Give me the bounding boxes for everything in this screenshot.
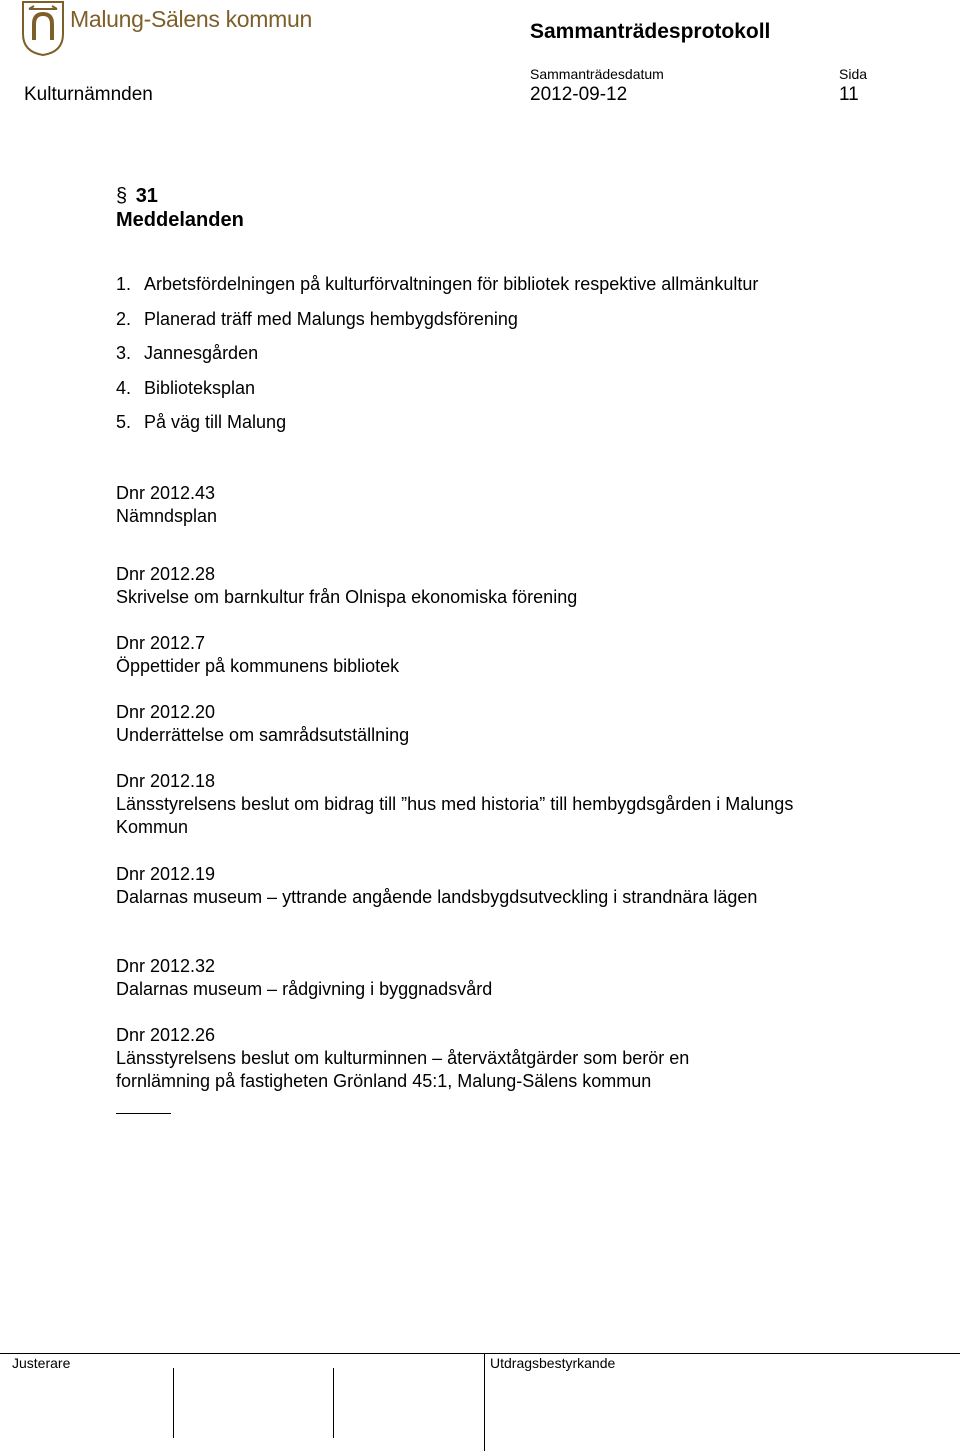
section-symbol: § bbox=[116, 185, 128, 207]
dnr-subject: Länsstyrelsens beslut om bidrag till ”hus med historia” till hembygdsgården i Malungs Kommun bbox=[116, 794, 794, 837]
dnr-subject: Öppettider på kommunens bibliotek bbox=[116, 656, 400, 676]
list-item: 5. På väg till Malung bbox=[116, 412, 287, 432]
logo-text: Malung-Sälens kommun bbox=[70, 6, 313, 32]
dnr-number: Dnr 2012.20 bbox=[116, 702, 216, 722]
page-label: Sida bbox=[839, 66, 868, 82]
board-name: Kulturnämnden bbox=[24, 84, 153, 105]
dnr-entry bbox=[116, 701, 816, 747]
section-heading bbox=[116, 184, 244, 232]
dnr-entry bbox=[116, 482, 816, 528]
dnr-entry bbox=[116, 1024, 776, 1093]
list-item: 3. Jannesgården bbox=[116, 343, 259, 363]
list-item: 4. Biblioteksplan bbox=[116, 377, 256, 398]
municipality-logo bbox=[20, 0, 320, 58]
dnr-entry bbox=[116, 770, 816, 839]
signature-divider bbox=[333, 1368, 334, 1438]
dnr-subject: Dalarnas museum – rådgivning i byggnadsvård bbox=[116, 979, 493, 999]
section-number: 31 bbox=[135, 185, 158, 207]
footer-rule bbox=[0, 1353, 960, 1354]
list-item: 1. Arbetsfördelningen på kulturförvaltningen för bibliotek respektive allmänkultur bbox=[116, 274, 759, 294]
dnr-entry bbox=[116, 632, 816, 678]
dnr-number: Dnr 2012.7 bbox=[116, 633, 206, 653]
message-list bbox=[116, 272, 758, 445]
dnr-entry bbox=[116, 563, 816, 609]
dnr-subject: Skrivelse om barnkultur från Olnispa ekonomiska förening bbox=[116, 587, 578, 607]
dnr-subject: Länsstyrelsens beslut om kulturminnen – återväxtåtgärder som berör en fornlämning på fastigheten Grönland 45:1, Malung-Sälens kommun bbox=[116, 1048, 690, 1091]
dnr-subject: Dalarnas museum – yttrande angående landsbygdsutveckling i strandnära lägen bbox=[116, 887, 758, 907]
dnr-number: Dnr 2012.43 bbox=[116, 483, 216, 503]
dnr-entry bbox=[116, 863, 816, 909]
section-title: Meddelanden bbox=[116, 209, 244, 231]
list-item: 2. Planerad träff med Malungs hembygdsförening bbox=[116, 308, 518, 329]
dnr-number: Dnr 2012.19 bbox=[116, 864, 216, 884]
page-number: 11 bbox=[839, 84, 859, 105]
date-label: Sammanträdesdatum bbox=[530, 66, 664, 82]
horseshoe-crest-icon bbox=[20, 0, 66, 56]
dnr-subject: Nämndsplan bbox=[116, 506, 218, 526]
dnr-number: Dnr 2012.28 bbox=[116, 564, 216, 584]
dnr-subject: Underrättelse om samrådsutställning bbox=[116, 725, 410, 745]
signature-divider bbox=[173, 1368, 174, 1438]
footer-utdragsbestyrkande: Utdragsbestyrkande bbox=[490, 1355, 616, 1371]
meeting-date: 2012-09-12 bbox=[530, 84, 628, 105]
dnr-entry bbox=[116, 955, 816, 1001]
signature-divider bbox=[484, 1353, 485, 1451]
footer-justerare: Justerare bbox=[12, 1355, 71, 1371]
dnr-number: Dnr 2012.32 bbox=[116, 956, 216, 976]
dnr-number: Dnr 2012.18 bbox=[116, 771, 216, 791]
document-title: Sammanträdesprotokoll bbox=[530, 20, 771, 43]
end-rule bbox=[116, 1113, 171, 1114]
dnr-number: Dnr 2012.26 bbox=[116, 1025, 216, 1045]
